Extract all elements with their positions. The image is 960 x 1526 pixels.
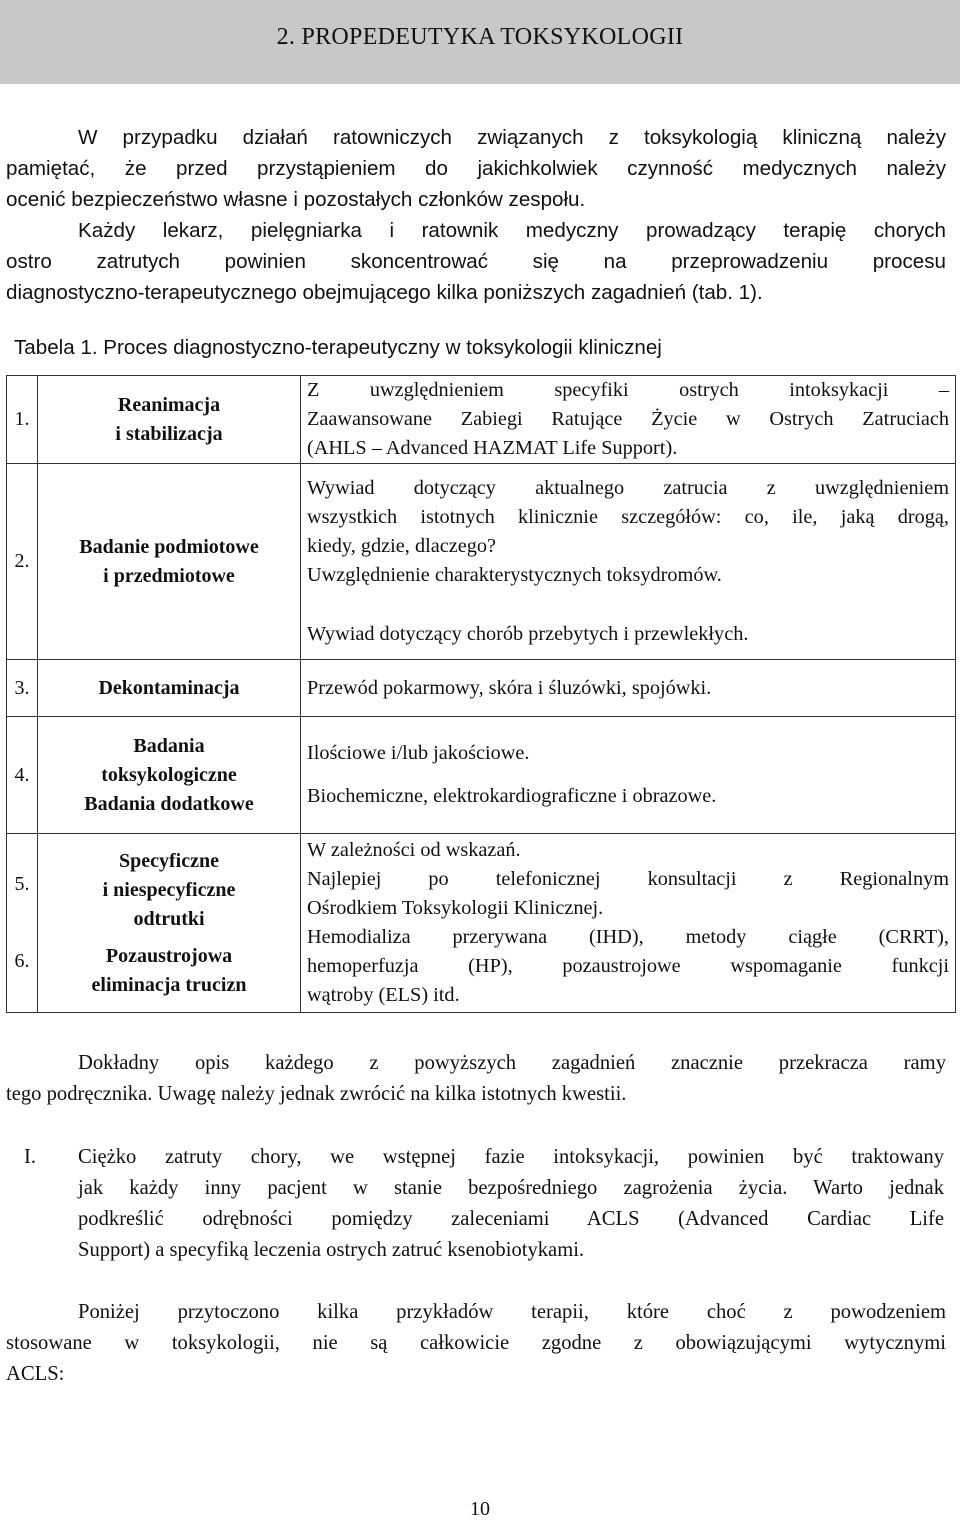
title-line: Badanie podmiotowe bbox=[79, 535, 259, 558]
intro-line: pamiętać, że przed przystąpieniem do jakichkolwiek czynność medycznych należy bbox=[6, 157, 946, 180]
row-title bbox=[38, 376, 301, 464]
row-number: 2. bbox=[7, 464, 38, 660]
list-body bbox=[78, 1142, 944, 1266]
para-line: Dokładny opis każdego z powyższych zagadnień znacznie przekracza ramy bbox=[78, 1052, 946, 1074]
table-row bbox=[7, 834, 956, 1013]
intro-paragraph bbox=[6, 122, 946, 308]
item-line: podkreślić odrębności pomiędzy zaleceniami ACLS (Advanced Cardiac Life bbox=[78, 1208, 944, 1230]
intro-line: ostro zatrutych powinien skoncentrować się na przeprowadzeniu procesu bbox=[6, 250, 946, 273]
chapter-header bbox=[0, 0, 960, 84]
desc-line: Z uwzględnieniem specyfiki ostrych intoksykacji – bbox=[307, 379, 949, 401]
desc-line: Hemodializa przerywana (IHD), metody ciągłe (CRRT), bbox=[307, 926, 949, 948]
row-number-5: 5. bbox=[14, 873, 30, 895]
para-line: ACLS: bbox=[6, 1363, 65, 1385]
item-line: Ciężko zatruty chory, we wstępnej fazie intoksykacji, powinien być traktowany bbox=[78, 1146, 944, 1168]
page-number: 10 bbox=[470, 1498, 490, 1520]
desc-line: Zaawansowane Zabiegi Ratujące Życie w Ostrych Zatruciach bbox=[307, 408, 949, 430]
title-line: i stabilizacja bbox=[115, 422, 223, 445]
row-number bbox=[7, 834, 38, 1013]
chapter-title: 2. PROPEDEUTYKA TOKSYKOLOGII bbox=[276, 24, 684, 50]
row-description: Przewód pokarmowy, skóra i śluzówki, spojówki. bbox=[301, 660, 956, 717]
title-line: odtrutki bbox=[133, 907, 205, 930]
table-row bbox=[7, 464, 956, 660]
process-table bbox=[6, 375, 956, 1013]
desc-line: (AHLS – Advanced HAZMAT Life Support). bbox=[307, 437, 678, 459]
row-description bbox=[301, 376, 956, 464]
row-description bbox=[301, 834, 956, 1013]
row-title bbox=[38, 464, 301, 660]
desc-line: Biochemiczne, elektrokardiograficzne i obrazowe. bbox=[307, 785, 717, 807]
para-line: tego podręcznika. Uwagę należy jednak zwrócić na kilka istotnych kwestii. bbox=[6, 1083, 627, 1105]
table-row bbox=[7, 376, 956, 464]
paragraph-2 bbox=[6, 1048, 946, 1110]
title-line: i przedmiotowe bbox=[103, 564, 235, 587]
desc-line: Najlepiej po telefonicznej konsultacji z Regionalnym bbox=[307, 868, 949, 890]
row-number-6: 6. bbox=[14, 950, 30, 972]
table-row bbox=[7, 660, 956, 717]
title-line: Reanimacja bbox=[117, 393, 221, 416]
title-line: i niespecyficzne bbox=[102, 878, 236, 901]
item-line: Support) a specyfiką leczenia ostrych zatruć ksenobiotykami. bbox=[78, 1239, 585, 1261]
desc-line: Wywiad dotyczący chorób przebytych i przewlekłych. bbox=[307, 623, 749, 645]
item-line: jak każdy inny pacjent w stanie bezpośredniego zagrożenia życia. Warto jednak bbox=[78, 1177, 944, 1199]
row-description bbox=[301, 717, 956, 834]
desc-line: Ilościowe i/lub jakościowe. bbox=[307, 742, 530, 764]
row-number: 3. bbox=[7, 660, 38, 717]
desc-line: wątroby (ELS) itd. bbox=[307, 984, 460, 1006]
para-line: Poniżej przytoczono kilka przykładów terapii, które choć z powodzeniem bbox=[78, 1301, 946, 1323]
paragraph-3 bbox=[6, 1297, 946, 1390]
row-title bbox=[38, 834, 301, 1013]
row-title: Dekontaminacja bbox=[38, 660, 301, 717]
title-line: Badania dodatkowe bbox=[84, 792, 254, 815]
title-line: Badania bbox=[133, 734, 205, 757]
intro-line: W przypadku działań ratowniczych związanych z toksykologią kliniczną należy bbox=[78, 126, 946, 149]
title-line: Specyficzne bbox=[119, 849, 219, 872]
intro-line: diagnostyczno-terapeutycznego obejmującego kilka poniższych zagadnień (tab. 1). bbox=[6, 281, 763, 304]
desc-line: Ośrodkiem Toksykologii Klinicznej. bbox=[307, 897, 604, 919]
list-marker: I. bbox=[24, 1146, 37, 1168]
row-title bbox=[38, 717, 301, 834]
row-number: 1. bbox=[7, 376, 38, 464]
intro-line: ocenić bezpieczeństwo własne i pozostałych członków zespołu. bbox=[6, 188, 586, 211]
title-line: Pozaustrojowa bbox=[105, 944, 233, 967]
desc-line: wszystkich istotnych klinicznie szczegółów: co, ile, jaką drogą, bbox=[307, 506, 949, 528]
desc-line: Uwzględnienie charakterystycznych toksydromów. bbox=[307, 564, 722, 586]
row-number: 4. bbox=[7, 717, 38, 834]
desc-line: kiedy, gdzie, dlaczego? bbox=[307, 535, 497, 557]
desc-line: Wywiad dotyczący aktualnego zatrucia z uwzględnieniem bbox=[307, 477, 949, 499]
table-caption: Tabela 1. Proces diagnostyczno-terapeutyczny w toksykologii klinicznej bbox=[14, 336, 662, 359]
row-description bbox=[301, 464, 956, 660]
intro-line: Każdy lekarz, pielęgniarka i ratownik medyczny prowadzący terapię chorych bbox=[78, 219, 946, 242]
table-row bbox=[7, 717, 956, 834]
title-line: eliminacja trucizn bbox=[91, 973, 247, 996]
desc-line: hemoperfuzja (HP), pozaustrojowe wspomaganie funkcji bbox=[307, 955, 949, 977]
para-line: stosowane w toksykologii, nie są całkowicie zgodne z obowiązującymi wytycznymi bbox=[6, 1332, 946, 1354]
desc-line: W zależności od wskazań. bbox=[307, 839, 521, 861]
title-line: toksykologiczne bbox=[101, 763, 237, 786]
